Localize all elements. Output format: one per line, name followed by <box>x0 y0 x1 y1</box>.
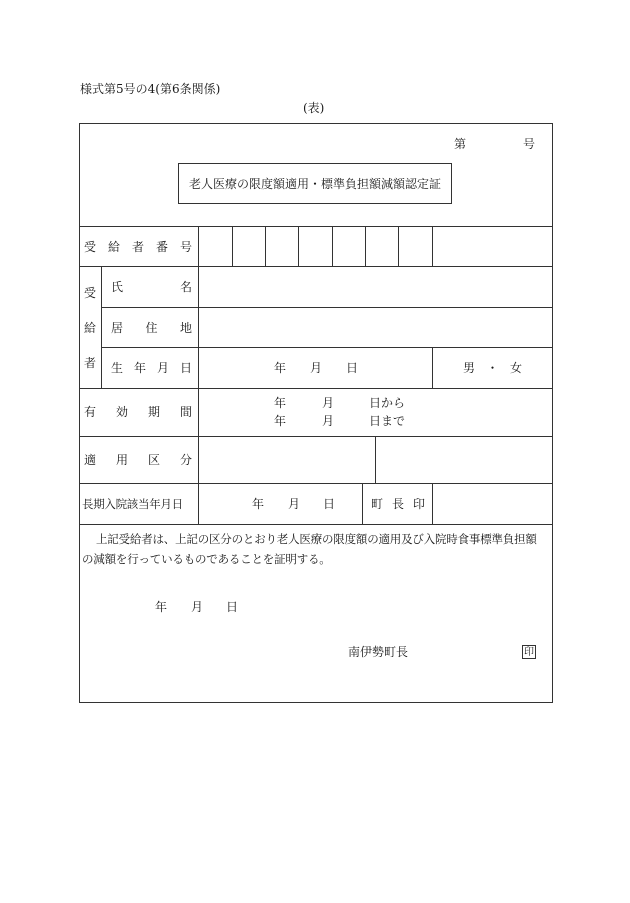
birthdate-day: 日 <box>346 361 359 375</box>
form-number: 様式第5号の4(第6条関係) <box>80 82 221 96</box>
divider <box>79 524 553 525</box>
validity-from-day: 日から <box>369 396 406 410</box>
long-stay-year: 年 <box>252 497 265 511</box>
seal-stamp: 印 <box>524 647 534 658</box>
recipient-group-label-3: 者 <box>84 356 97 370</box>
birthdate-year: 年 <box>274 361 287 375</box>
category-label: 適 用 区 分 <box>84 453 192 467</box>
statement-year: 年 <box>155 600 168 614</box>
gender-divider <box>432 347 433 388</box>
validity-to-year: 年 <box>274 414 287 428</box>
long-stay-day: 日 <box>323 497 336 511</box>
birthdate-month: 月 <box>310 361 323 375</box>
seal-divider <box>362 483 363 524</box>
statement-month: 月 <box>191 600 204 614</box>
divider <box>79 436 553 437</box>
digit-divider <box>398 226 399 266</box>
group-column-divider <box>101 266 102 388</box>
digit-divider <box>265 226 266 266</box>
seal-divider <box>432 483 433 524</box>
long-stay-label: 長期入院該当年月日 <box>82 497 183 511</box>
validity-to-month: 月 <box>322 414 335 428</box>
recipient-group-label-1: 受 <box>84 286 97 300</box>
divider <box>101 347 553 348</box>
divider <box>79 388 553 389</box>
mayor-seal-label: 町 長 印 <box>371 497 425 511</box>
digit-divider <box>432 226 433 266</box>
issuer: 南伊勢町長 <box>348 645 409 659</box>
recipient-number-label: 受 給 者 番 号 <box>84 240 192 254</box>
category-divider <box>375 436 376 483</box>
divider <box>79 483 553 484</box>
long-stay-month: 月 <box>288 497 301 511</box>
gender-options: 男 ・ 女 <box>463 361 522 375</box>
digit-divider <box>298 226 299 266</box>
digit-divider <box>365 226 366 266</box>
birthdate-label: 生 年 月 日 <box>111 361 192 375</box>
validity-label: 有 効 期 間 <box>84 405 192 419</box>
statement-day: 日 <box>226 600 239 614</box>
digit-divider <box>332 226 333 266</box>
number-label-dai: 第 <box>454 137 467 151</box>
validity-to-day: 日まで <box>369 414 406 428</box>
statement-line-2: の減額を行っているものであることを証明する。 <box>82 552 331 566</box>
recipient-group-label-2: 給 <box>84 321 97 335</box>
number-label-go: 号 <box>523 137 536 151</box>
divider <box>101 307 553 308</box>
statement-line-1: 上記受給者は、上記の区分のとおり老人医療の限度額の適用及び入院時食事標準負担額 <box>96 532 537 546</box>
side-label: (表) <box>303 101 325 115</box>
address-label: 居 住 地 <box>111 321 192 335</box>
validity-from-year: 年 <box>274 396 287 410</box>
validity-from-month: 月 <box>322 396 335 410</box>
divider <box>79 226 553 227</box>
certificate-title: 老人医療の限度額適用・標準負担額減額認定証 <box>188 177 441 191</box>
name-label: 氏 名 <box>111 280 192 294</box>
digit-divider <box>232 226 233 266</box>
divider <box>79 266 553 267</box>
label-column-divider <box>198 226 199 524</box>
